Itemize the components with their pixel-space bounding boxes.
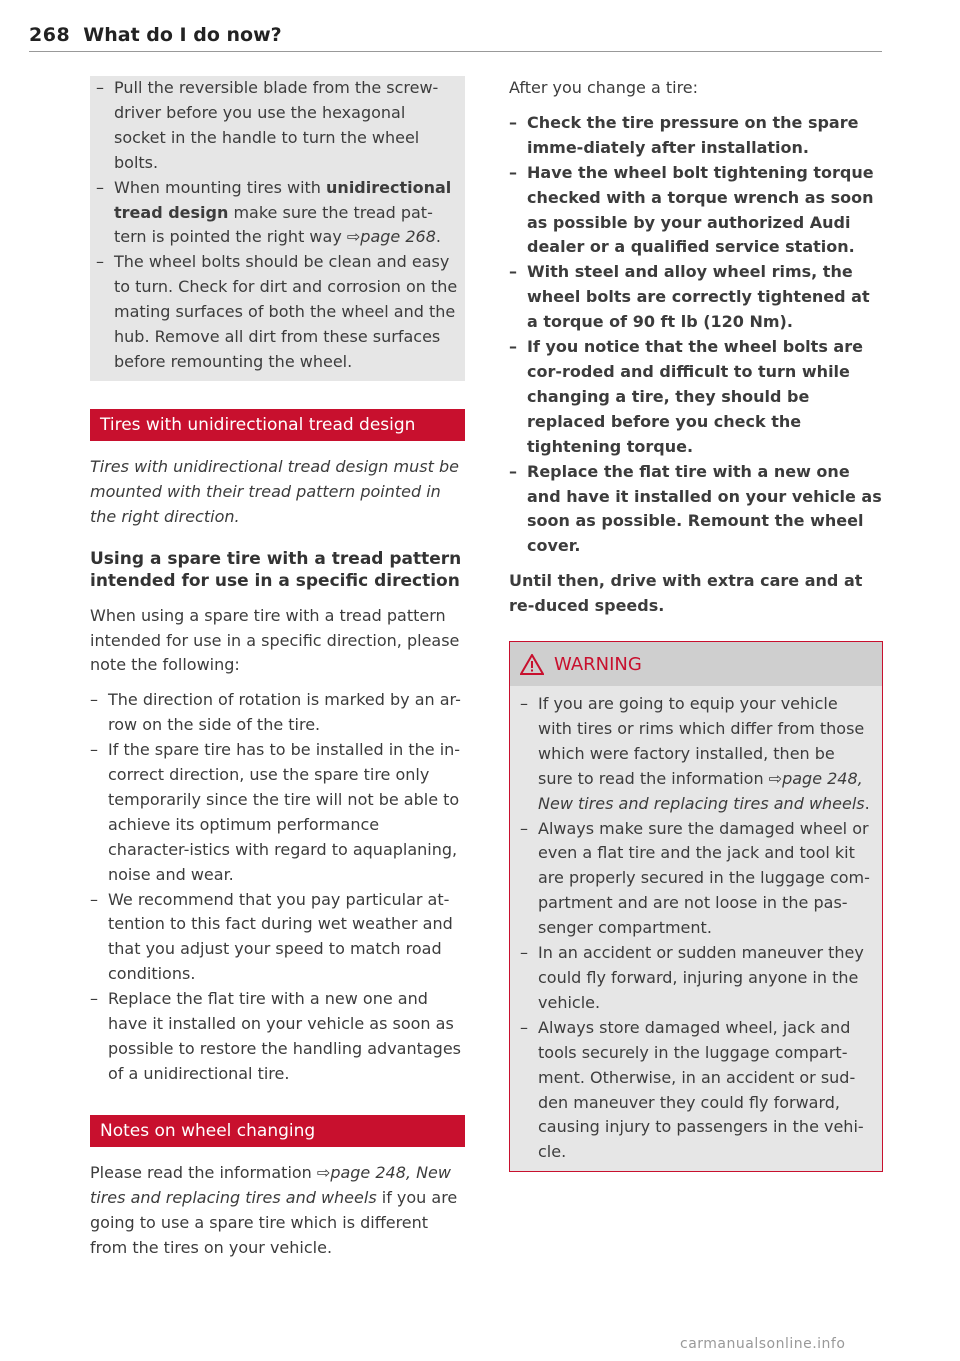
list-item: – Check the tire pressure on the spare imme-diately after installation. [509, 111, 883, 161]
warning-header [510, 642, 882, 686]
list-item: – Pull the reversible blade from the screw-driver before you use the hexagonal socket in the handle to turn the wheel bolts. [96, 76, 459, 176]
page-ref-link[interactable]: ⇨page 268 [346, 227, 436, 247]
list-item: – Have the wheel bolt tightening torque checked with a torque wrench as soon as possible by your authorized Audi dealer or a qualified service station. [509, 161, 883, 261]
warning-body [510, 686, 882, 1171]
watermark: carmanualsonline.info [680, 1336, 846, 1352]
after-intro: After you change a tire: [509, 78, 699, 97]
warning-label: WARNING [554, 653, 642, 675]
right-column [509, 76, 883, 1172]
list-item: – Always make sure the damaged wheel or even a flat tire and the jack and tool kit are properly secured in the luggage com-partment and are not loose in the pas-senger compartment. [520, 817, 872, 942]
section-paragraph: Please read the information ⇨page 248, New tires and replacing tires and wheels if you are going to use a spare tire which is different from the tires on your vehicle. [90, 1162, 458, 1257]
list-item: – The direction of rotation is marked by an ar-row on the side of the tire. [90, 688, 465, 738]
section-intro: Tires with unidirectional tread design must be mounted with their tread pattern pointed in the right direction. [90, 456, 459, 526]
left-column [90, 76, 465, 1260]
list-item: – Replace the flat tire with a new one and have it installed on your vehicle as soon as possible to restore the handling advantages of a unidirectional tire. [90, 987, 465, 1087]
page-title: What do I do now? [83, 24, 282, 46]
list-item: – If you notice that the wheel bolts are cor-roded and difficult to turn while changing a tire, they should be replaced before you check the tightening torque. [509, 335, 883, 460]
list-item: – Replace the flat tire with a new one and have it installed on your vehicle as soon as possible. Remount the wheel cover. [509, 460, 883, 560]
subheading: Using a spare tire with a tread pattern intended for use in a specific direction [90, 548, 462, 591]
list-item: – If you are going to equip your vehicle with tires or rims which differ from those which were factory installed, then be sure to read the information ⇨page 248, New tires and replacing tires and wheels. [520, 692, 872, 817]
list-item: – Always store damaged wheel, jack and tools securely in the luggage compart-ment. Otherwise, in an accident or sud-den maneuver they could fly forward, causing injury to passengers in the vehi-cle. [520, 1016, 872, 1165]
page-header [29, 24, 882, 52]
list-item: – In an accident or sudden maneuver they could fly forward, injuring anyone in the vehicle. [520, 941, 872, 1016]
page-ref-link[interactable]: ⇨page 248, New tires and replacing tires and wheels [538, 768, 865, 813]
list-item: – When mounting tires with unidirectional tread design make sure the tread pat-tern is pointed the right way ⇨page 268. [96, 176, 459, 251]
warning-icon [520, 654, 544, 675]
list-item: – The wheel bolts should be clean and easy to turn. Check for dirt and corrosion on the mating surfaces of both the wheel and the hub. Remove all dirt from these surfaces before remounting the wheel. [96, 250, 459, 375]
intro-box [90, 76, 465, 381]
warning-box [509, 641, 883, 1172]
list-item: – We recommend that you pay particular at-tention to this fact during wet weather and that you adjust your speed to match road conditions. [90, 888, 465, 988]
list-item: – If the spare tire has to be installed in the in-correct direction, use the spare tire only temporarily since the tire will not be able to achieve its optimum performance character-istics with regard to aquaplaning, noise and wear. [90, 738, 465, 887]
page-ref-link[interactable]: ⇨page 248, New tires and replacing tires and wheels [90, 1162, 451, 1207]
page-number: 268 [29, 24, 71, 46]
list-item: – With steel and alloy wheel rims, the wheel bolts are correctly tightened at a torque of 90 ft lb (120 Nm). [509, 260, 883, 335]
section-heading-tread: Tires with unidirectional tread design [90, 409, 465, 441]
section-heading-wheel-changing: Notes on wheel changing [90, 1115, 465, 1147]
until-text: Until then, drive with extra care and at re-duced speeds. [509, 571, 863, 616]
sub-intro: When using a spare tire with a tread pattern intended for use in a specific direction, please note the following: [90, 605, 460, 675]
